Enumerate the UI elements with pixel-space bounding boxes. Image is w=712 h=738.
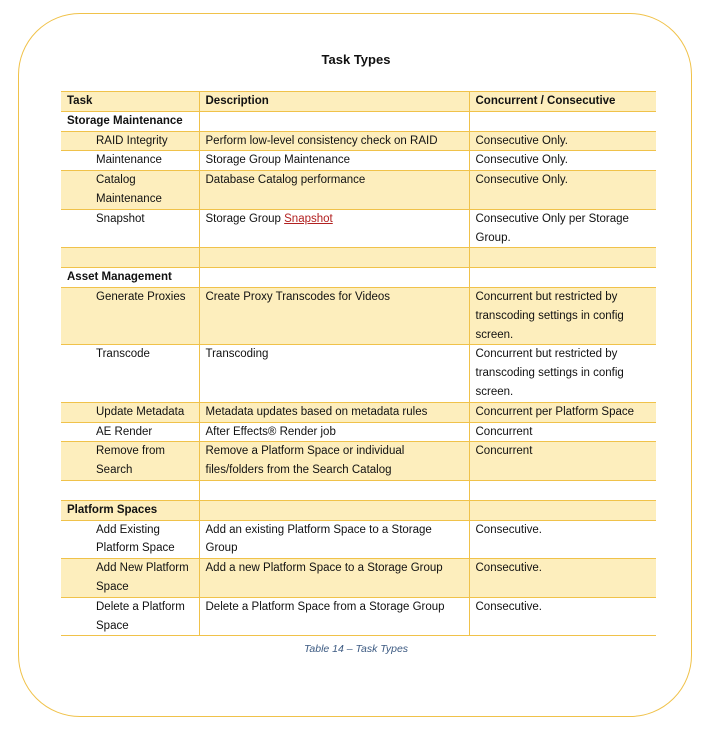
task-name: Generate Proxies (61, 287, 199, 344)
document-title: Task Types (321, 52, 391, 67)
task-description: Metadata updates based on metadata rules (199, 402, 469, 422)
table-row (61, 345, 656, 402)
task-description: Add a new Platform Space to a Storage Group (199, 559, 469, 598)
task-name: Catalog Maintenance (61, 171, 199, 210)
task-mode: Consecutive. (475, 562, 542, 575)
task-name: Transcode (61, 345, 199, 402)
section-title: Asset Management (61, 268, 199, 288)
header-description: Description (199, 92, 469, 112)
task-name: Delete a Platform Space (61, 597, 199, 636)
section-row (61, 111, 656, 131)
task-name: Add Existing Platform Space (61, 520, 199, 559)
table-row (61, 287, 656, 344)
task-mode: Consecutive. (475, 523, 542, 536)
task-name: Update Metadata (61, 402, 199, 422)
table-header-row (61, 92, 656, 112)
task-description: Delete a Platform Space from a Storage Group (199, 597, 469, 636)
task-description: Transcoding (199, 345, 469, 402)
task-description: Remove a Platform Space or individual files/folders from the Search Catalog (199, 442, 469, 481)
table-row (61, 151, 656, 171)
task-mode: Concurrent (475, 425, 533, 438)
task-description: Storage Group Maintenance (199, 151, 469, 171)
task-mode: Concurrent but restricted by transcoding settings in config screen. (475, 348, 624, 398)
task-mode: Concurrent per Platform Space (475, 405, 635, 418)
table-row (61, 171, 656, 210)
table-row (61, 422, 656, 442)
table-row (61, 597, 656, 636)
task-mode: Concurrent but restricted by transcoding settings in config screen. (475, 290, 624, 341)
header-task: Task (61, 92, 199, 112)
section-title: Storage Maintenance (61, 111, 199, 131)
task-mode: Consecutive Only. (475, 134, 568, 147)
table-row (61, 559, 656, 598)
task-description: Database Catalog performance (199, 171, 469, 210)
table-caption: Table 14 – Task Types (303, 643, 409, 655)
task-name: RAID Integrity (61, 131, 199, 151)
task-mode: Concurrent (475, 445, 533, 458)
table-row (61, 402, 656, 422)
table-row (61, 209, 656, 248)
task-description: Add an existing Platform Space to a Storage Group (199, 520, 469, 559)
task-mode: Consecutive. (475, 600, 542, 613)
section-row (61, 268, 656, 288)
table-row (61, 442, 656, 481)
task-name: Add New Platform Space (61, 559, 199, 598)
section-title: Platform Spaces (61, 500, 199, 520)
task-mode: Consecutive Only. (475, 154, 568, 167)
spacer-row (61, 248, 656, 268)
task-types-table (61, 91, 656, 636)
table-row (61, 131, 656, 151)
task-name: Maintenance (61, 151, 199, 171)
section-row (61, 500, 656, 520)
task-mode: Consecutive Only. (475, 174, 568, 187)
task-name: AE Render (61, 422, 199, 442)
task-description: Perform low-level consistency check on RAID (199, 131, 469, 151)
table-row (61, 520, 656, 559)
task-mode: Consecutive Only per Storage Group. (475, 212, 629, 244)
task-name: Remove from Search (61, 442, 199, 481)
task-description (199, 209, 469, 248)
snapshot-link[interactable]: Snapshot (284, 212, 333, 225)
description-prefix: Storage Group (205, 212, 285, 225)
task-description: After Effects® Render job (199, 422, 469, 442)
spacer-row (61, 480, 656, 500)
task-description: Create Proxy Transcodes for Videos (199, 287, 469, 344)
header-mode: Concurrent / Consecutive (475, 95, 616, 107)
task-name: Snapshot (61, 209, 199, 248)
